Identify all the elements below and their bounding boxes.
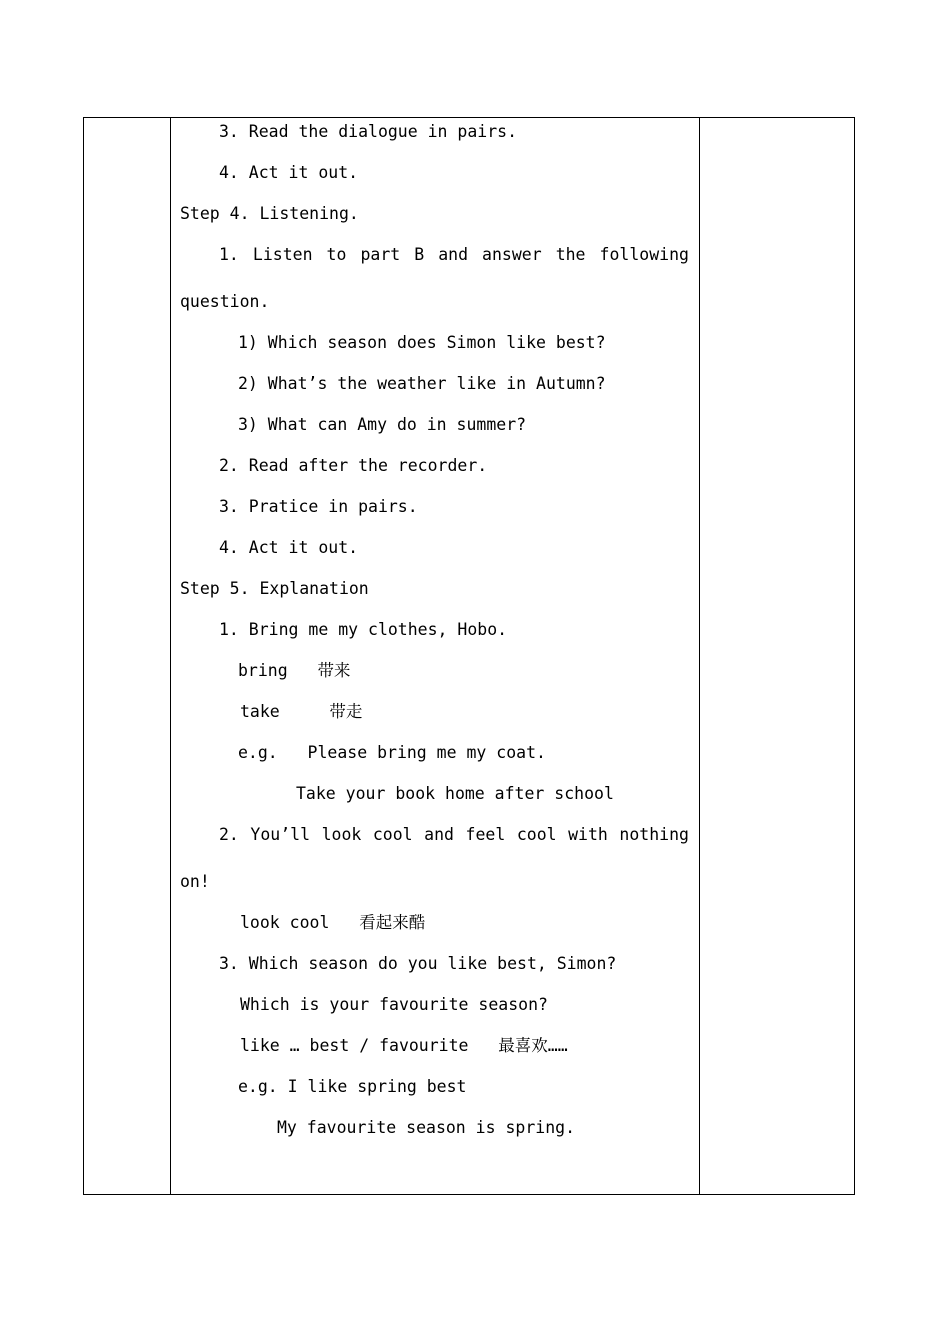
text-line: 3. Read the dialogue in pairs. — [219, 122, 518, 141]
vocab-line: bring 带来 — [238, 661, 351, 680]
word: and — [438, 245, 469, 264]
text-line: 3. Which season do you like best, Simon? — [219, 954, 617, 973]
word: You’ll — [250, 825, 311, 844]
example-line: My favourite season is spring. — [277, 1118, 576, 1137]
question-line: 3) What can Amy do in summer? — [238, 415, 527, 434]
word: look — [321, 825, 362, 844]
word: following — [599, 245, 689, 264]
text-line: on! — [180, 872, 210, 891]
text-line: 2. Read after the recorder. — [219, 456, 488, 475]
example-line: Take your book home after school — [296, 784, 614, 803]
word: 1. — [219, 245, 239, 264]
vocab-line: look cool 看起来酷 — [240, 913, 426, 932]
word: and — [424, 825, 454, 844]
text-line: 3. Pratice in pairs. — [219, 497, 418, 516]
word: cool — [516, 825, 557, 844]
text-line: 4. Act it out. — [219, 538, 359, 557]
text-line: 4. Act it out. — [219, 163, 359, 182]
vocab-line: like … best / favourite 最喜欢…… — [240, 1036, 568, 1055]
word: answer — [482, 245, 542, 264]
vocab-line: take 带走 — [240, 702, 363, 721]
justified-line — [219, 245, 689, 265]
example-line: e.g. I like spring best — [238, 1077, 467, 1096]
question-line: 2) What’s the weather like in Autumn? — [238, 374, 606, 393]
question-line: 1) Which season does Simon like best? — [238, 333, 606, 352]
word: B — [414, 245, 425, 264]
word: part — [360, 245, 401, 264]
word: Listen — [252, 245, 313, 264]
justified-line — [219, 825, 689, 845]
text-line: question. — [180, 292, 270, 311]
step-heading: Step 5. Explanation — [180, 579, 369, 598]
word: cool — [372, 825, 413, 844]
word: to — [326, 245, 347, 264]
word: 2. — [219, 825, 239, 844]
text-line: 1. Bring me my clothes, Hobo. — [219, 620, 508, 639]
step-heading: Step 4. Listening. — [180, 204, 359, 223]
text-line: Which is your favourite season? — [240, 995, 548, 1014]
word: feel — [465, 825, 506, 844]
word: with — [568, 825, 608, 844]
word: the — [555, 245, 586, 264]
word: nothing — [619, 825, 689, 844]
example-line: e.g. Please bring me my coat. — [238, 743, 546, 762]
